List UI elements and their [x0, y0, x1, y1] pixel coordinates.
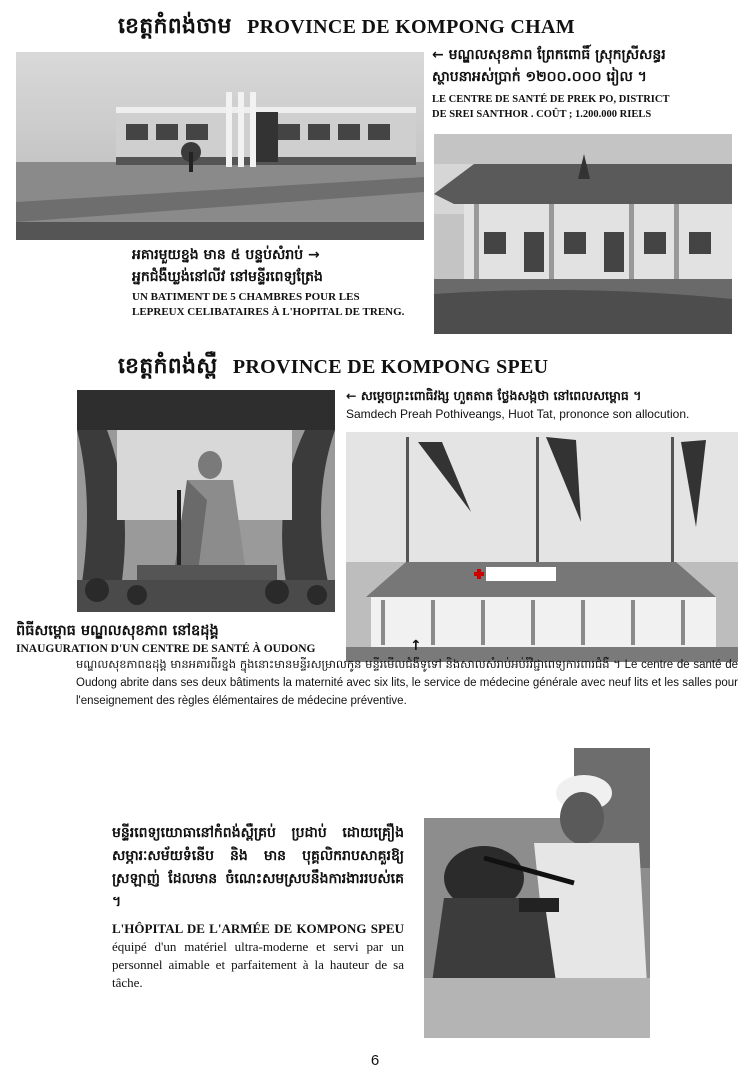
paragraph-oudong-text	[76, 656, 738, 710]
caption-speech-fr: Samdech Preah Pothiveangs, Huot Tat, prononce son allocution.	[346, 407, 690, 421]
caption-inauguration	[16, 620, 346, 657]
left-arrow-icon: ←	[346, 388, 357, 403]
heading-kompong-cham-fr: PROVINCE DE KOMPONG CHAM	[247, 16, 575, 38]
heading-kompong-speu-fr: PROVINCE DE KOMPONG SPEU	[232, 356, 549, 378]
caption-health-center-kh-line1: ← មណ្ឌលសុខភាព ព្រែកពោធិ៍ ស្រុកស្រីសន្ធរ	[432, 47, 666, 63]
caption-leper-kh-line1: អគារមួយខ្នង មាន ៥ បន្ទប់សំរាប់ →	[132, 247, 320, 263]
heading-kompong-speu-kh: ខេត្តកំពង់ស្ពឺ	[118, 354, 218, 379]
paragraph-oudong-fr: Le centre de santé de Oudong abrite dans ses deux bâtiments la maternité avec six lits, le service de médecine générale avec neuf lits et les salles pour l'enseignement des règles élémentaires de médecine préventive.	[76, 659, 738, 707]
caption-leper-fr-line1: UN BATIMENT DE 5 CHAMBRES POUR LES	[132, 291, 360, 303]
photo-hospital-building	[16, 52, 424, 240]
photo-oudong-center	[346, 432, 738, 662]
photo-monk-speech	[77, 390, 335, 612]
caption-leper-building	[132, 244, 422, 320]
caption-health-center	[432, 44, 742, 122]
photo-leper-building	[434, 134, 732, 334]
caption-health-center-fr-line2: DE SREI SANTHOR . COÛT ; 1.200.000 RIELS	[432, 109, 652, 120]
photo-dental-treatment-illustration	[424, 748, 650, 1038]
text-army-hospital	[112, 822, 404, 992]
photo-monk-speech-illustration	[77, 390, 335, 612]
photo-oudong-center-illustration	[346, 432, 738, 662]
left-arrow-icon: ←	[432, 47, 444, 63]
caption-health-center-fr-line1: LE CENTRE DE SANTÉ DE PREK PO, DISTRICT	[432, 94, 670, 105]
caption-speech	[346, 386, 742, 422]
text-army-hospital-kh: មន្ទីរពេទ្យយោធានៅកំពង់ស្ពឺគ្រប់ ប្រដាប់ ដោយគ្រឿងសម្ភារៈសម័យទំនើប និង មាន បុគ្គលិករាបសាគួរឱ្យស្រឡាញ់ ដែលមាន ចំណេះសមស្របនឹងការងាររបស់គេ ។	[112, 825, 404, 910]
caption-speech-kh: ← សម្តេចព្រះពោធិវង្ស ហួតតាត ថ្លែងសង្កថា នៅពេលសម្ពោធ ។	[346, 388, 642, 403]
page-number: 6	[370, 1052, 380, 1069]
right-arrow-icon: →	[308, 247, 320, 263]
photo-hospital-building-illustration	[16, 52, 424, 240]
heading-kompong-cham-kh: ខេត្តកំពង់ចាម	[118, 14, 232, 39]
caption-leper-kh-line2: អ្នកជំងឺឃ្លង់នៅលីវ នៅមន្ទីរពេទ្យត្រែង	[132, 269, 323, 285]
heading-kompong-cham	[118, 12, 575, 44]
paragraph-oudong	[76, 656, 738, 710]
caption-inauguration-fr: INAUGURATION D'UN CENTRE DE SANTÉ À OUDONG	[16, 643, 316, 655]
text-army-hospital-fr	[112, 920, 404, 992]
caption-inauguration-kh: ពិធីសម្ពោធ មណ្ឌលសុខភាព នៅឧដុង្គ	[16, 623, 219, 639]
caption-leper-fr-line2: LEPREUX CELIBATAIRES À L'HOPITAL DE TRENG.	[132, 306, 405, 318]
heading-kompong-speu	[118, 352, 548, 384]
up-arrow-icon: ↑	[410, 638, 422, 654]
paragraph-oudong-kh: មណ្ឌលសុខភាពឧដុង្គ មានអគារពីរខ្នង ក្នុងនោះមានមន្ទីរសម្រាលកូន មន្ទីរមើលជំងឺទូទៅ និងសាលសំរាប់អប់រំវិជ្ជាពេទ្យការពារជំងឺ ។	[76, 659, 621, 671]
photo-leper-building-illustration	[434, 134, 732, 334]
caption-health-center-kh-line2: ស្ថាបនាអស់ប្រាក់ ១២០០.០០០ រៀល ។	[432, 69, 647, 85]
text-army-hospital-fr-title: L'HÔPITAL DE L'ARMÉE DE KOMPONG SPEU	[112, 921, 404, 936]
text-army-hospital-fr-body: équipé d'un matériel ultra-moderne et servi par un personnel aimable et parfaitement à la hauteur de sa tâche.	[112, 939, 404, 990]
photo-dental-treatment	[424, 748, 650, 1038]
